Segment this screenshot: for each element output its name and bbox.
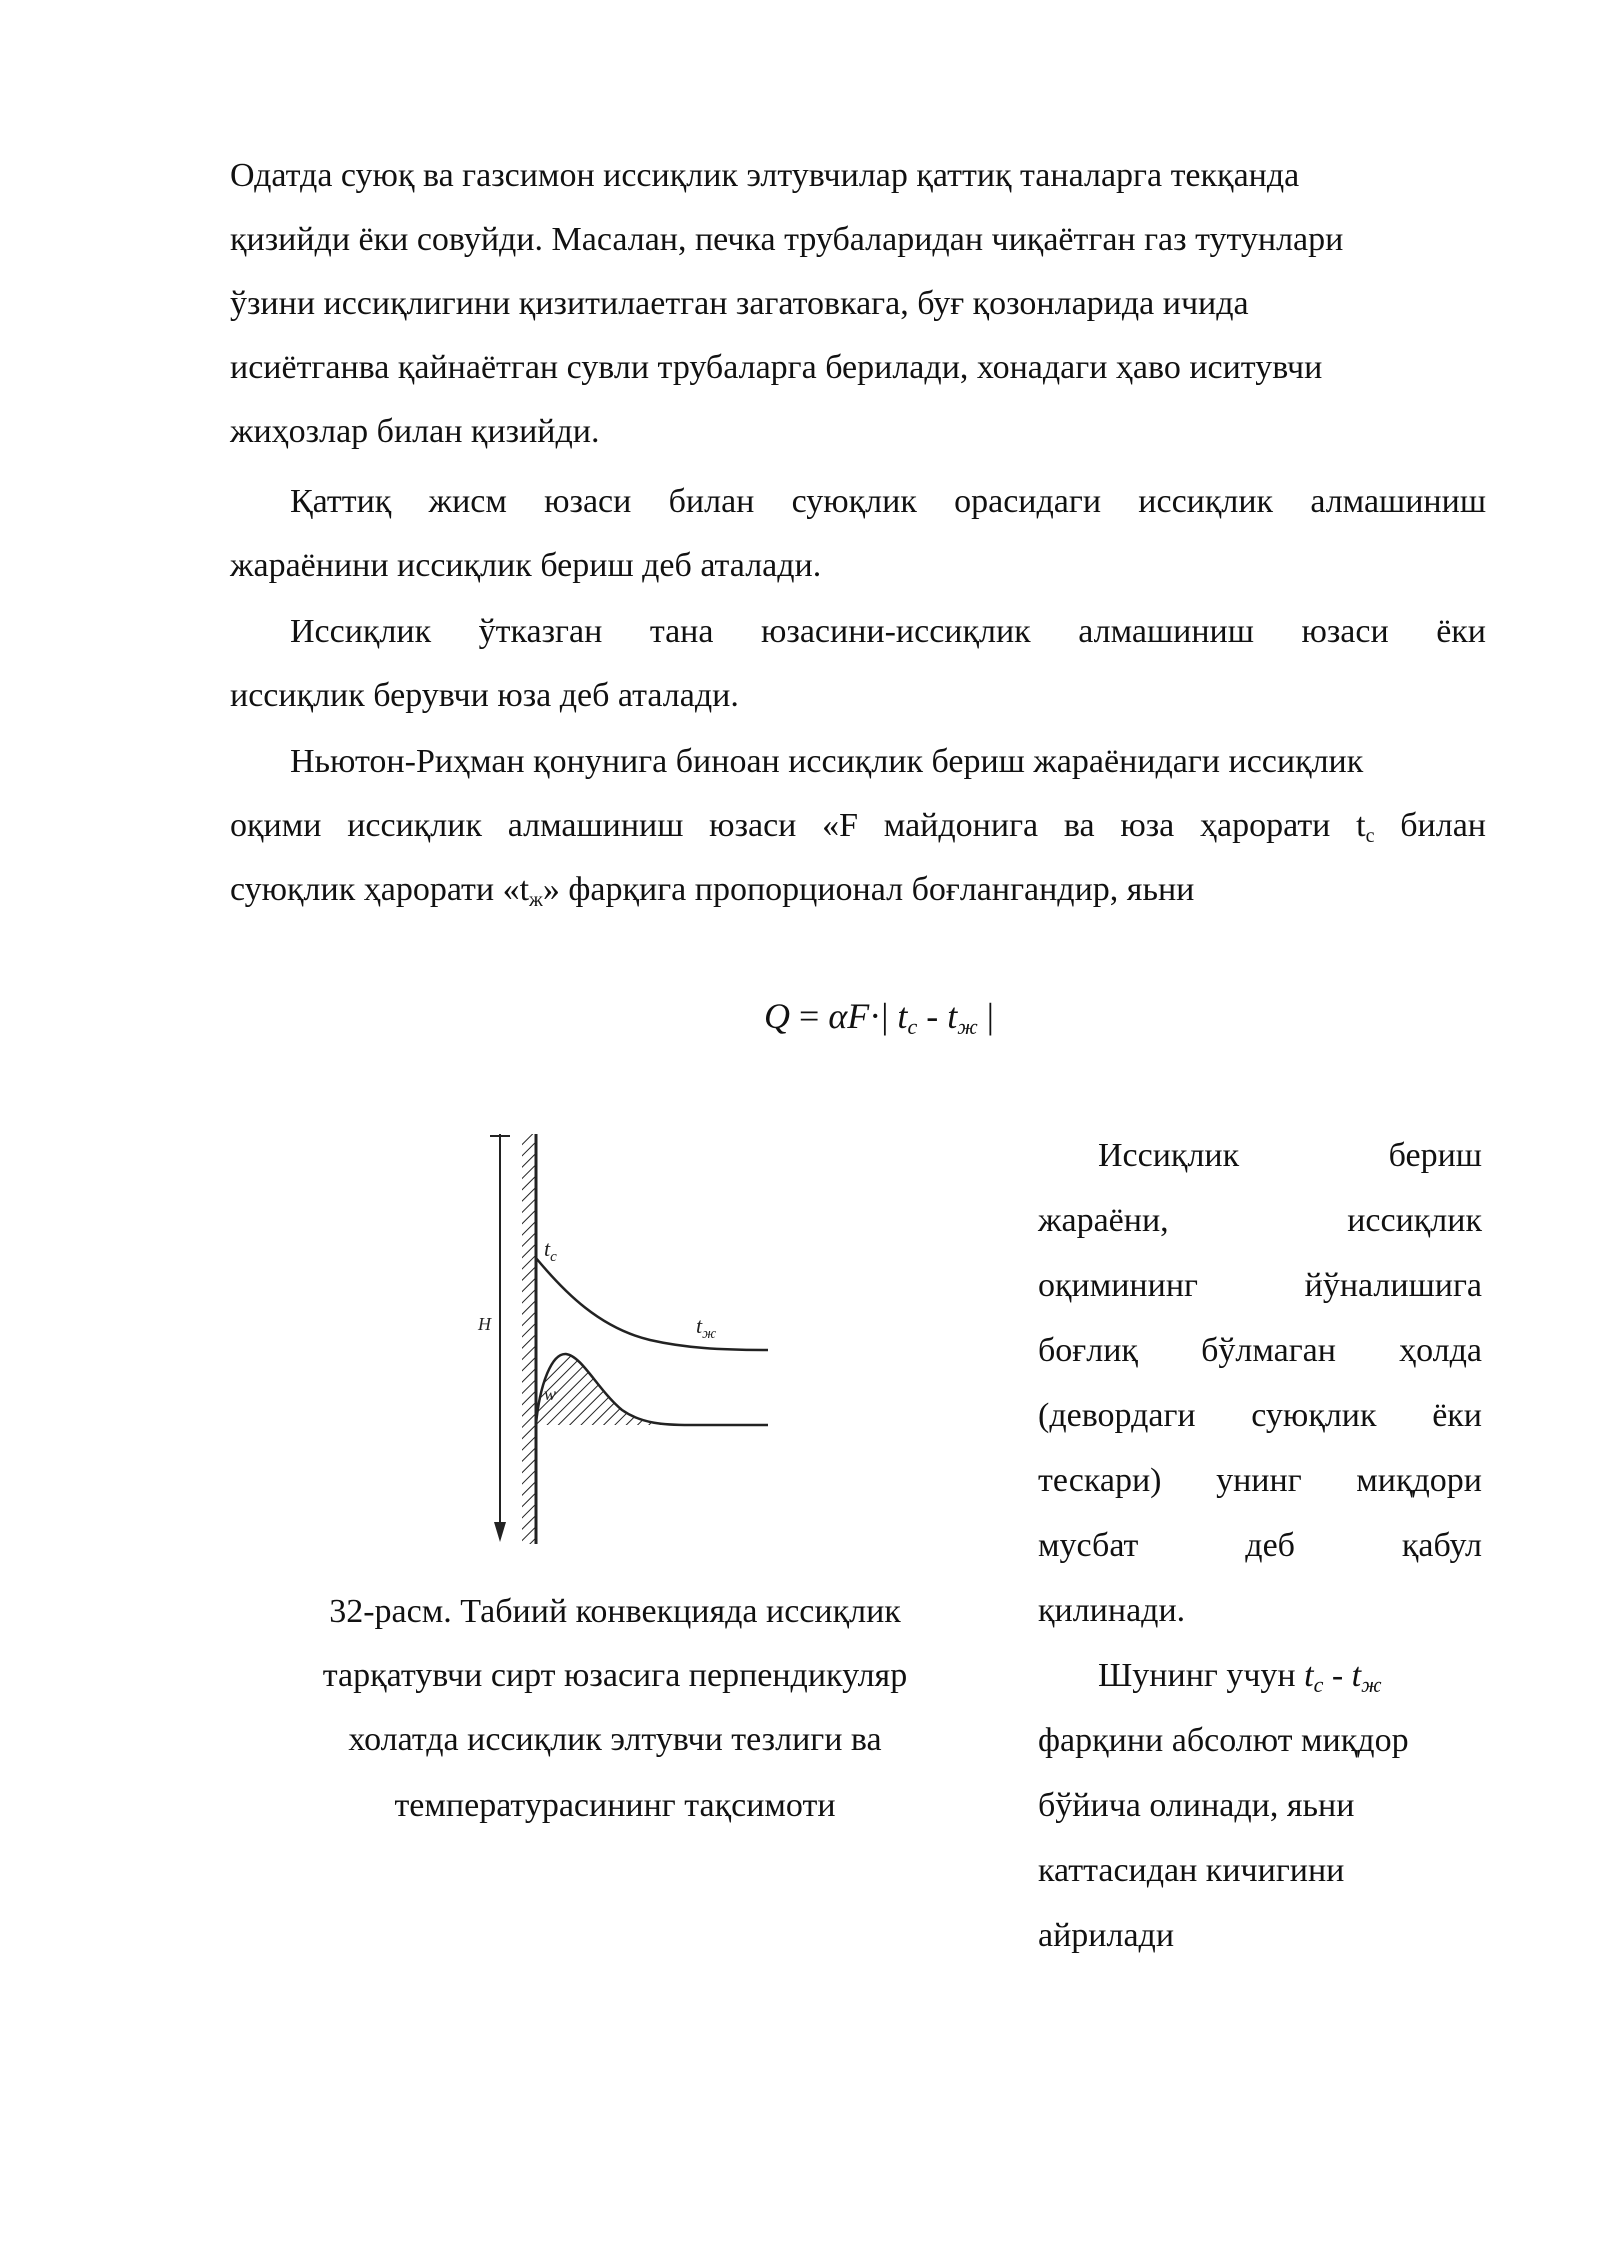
p4-line-3-a: суюқлик ҳарорати «t [230,871,530,908]
side-line-4-w1: боғлиқ [1038,1332,1138,1369]
side-line-5-w3: ёки [1432,1397,1482,1434]
label-tzh: $t_ж$ [696,1313,717,1342]
side-p2-line-2: фарқини абсолют миқдор [1038,1722,1409,1759]
formula-t1-sub: c [907,1014,918,1039]
velocity-profile-hatch [536,1354,690,1425]
formula-q: Q [764,996,790,1036]
side-p2-t1-sub: c [1313,1672,1324,1697]
p4-line-2-sub: с [1365,825,1375,847]
side-line-1-w1: Иссиқлик [1098,1137,1240,1174]
side-p2-minus: - [1323,1657,1352,1694]
formula-dot-bar: ·| [869,996,898,1036]
label-tc: $t_c$ [544,1236,557,1265]
p3-line-1: Иссиқлик ўтказган тана юзасини-иссиқлик алмашиниш юзаси ёки [290,613,1486,650]
side-line-4-w3: ҳолда [1399,1332,1482,1369]
side-line-2-w1: жараёни, [1038,1202,1169,1239]
formula-t1: t [897,996,908,1036]
p4-line-3-sub: ж [529,889,543,911]
caption-line-1: 32-расм. Табиий конвекцияда иссиқлик [329,1593,901,1630]
side-p2-line-4: каттасидан кичигини [1038,1852,1345,1889]
side-line-4 [1038,1331,1482,1371]
p4-line-2 [230,806,1486,856]
side-line-6-w2: унинг [1216,1462,1302,1499]
side-line-7-w2: деб [1245,1527,1295,1564]
formula-t2-sub: ж [957,1014,978,1039]
side-line-1 [1038,1136,1482,1176]
p2-line-2: жараёнини иссиқлик бериш деб аталади. [230,547,822,584]
p4-line-1: Ньютон-Риҳман қонунига биноан иссиқлик бериш жараёнидаги иссиқлик [290,743,1364,780]
caption-line-4: температурасининг тақсимоти [394,1787,836,1824]
p4-line-3-b: » фарқига пропорционал боғлангандир, яьни [542,871,1195,908]
formula-f: F [847,996,870,1036]
convection-diagram [470,1128,770,1548]
side-p2-line-1 [1038,1656,1542,1705]
side-line-5-w2: суюқлик [1251,1397,1377,1434]
newton-richmann-formula [764,994,994,1049]
side-line-8: қилинади. [1038,1592,1186,1629]
caption-line-3: холатда иссиқлик элтувчи тезлиги ва [348,1721,882,1758]
caption-line-2: тарқатувчи сирт юзасига перпендикуляр [322,1657,908,1694]
p1-line-2: қизийди ёки совуйди. Масалан, печка трубаларидан чиқаётган газ тутунлари [230,221,1344,258]
side-p2-line-5: айрилади [1038,1917,1175,1954]
side-p2-prefix: Шунинг учун [1098,1657,1305,1694]
p4-line-2-b: билан [1374,807,1486,844]
side-line-1-w2: бериш [1388,1137,1482,1174]
side-line-3 [1038,1266,1482,1306]
side-line-6 [1038,1461,1482,1501]
temperature-curve [536,1258,768,1350]
p3-line-2: иссиқлик берувчи юза деб аталади. [230,677,739,714]
p4-line-3 [230,870,1194,920]
side-line-2 [1038,1201,1482,1241]
side-line-3-w2: йўналишига [1304,1267,1482,1304]
side-p2-t2-sub: ж [1361,1672,1382,1697]
wall-hatching [522,1134,536,1544]
side-line-5-w1: (девордаги [1038,1397,1196,1434]
side-line-4-w2: бўлмаган [1201,1332,1336,1369]
side-line-5 [1038,1396,1482,1436]
formula-eq: = [790,996,829,1036]
convection-figure [470,1128,770,1548]
label-w: w [544,1384,557,1404]
side-line-2-w2: иссиқлик [1347,1202,1482,1239]
p1-line-3: ўзини иссиқлигини қизитилаетган загатовкага, буғ қозонларида ичида [230,285,1249,322]
formula-t2: t [947,996,958,1036]
p1-line-1 [230,156,1420,196]
side-line-6-w1: тескари) [1038,1462,1162,1499]
side-p2-line-3: бўйича олинади, яьни [1038,1787,1355,1824]
p1-line-5: жиҳозлар билан қизийди. [230,413,600,450]
formula-end-bar: | [977,996,994,1036]
label-h: H [478,1314,491,1334]
side-line-7-w3: қабул [1401,1527,1482,1564]
p2-line-1: Қаттиқ жисм юзаси билан суюқлик орасидаги иссиқлик алмашиниш [290,483,1486,520]
side-p2-t2: t [1351,1657,1362,1694]
side-line-3-w1: оқимининг [1038,1267,1198,1304]
side-line-7 [1038,1526,1482,1566]
p1-line-4: исиётганва қайнаётган сувли трубаларга берилади, хонадаги ҳаво иситувчи [230,349,1323,386]
p1-line-1-text: Одатда суюқ ва газсимон иссиқлик элтувчилар қаттиқ таналарга текқанда [230,157,1300,194]
p4-line-2-a: оқими иссиқлик алмашиниш юзаси «F майдонига ва юза ҳарорати t [230,807,1366,844]
height-axis-arrow-icon [494,1522,506,1542]
side-line-6-w3: миқдори [1356,1462,1482,1499]
side-p2-t1: t [1304,1657,1314,1694]
side-line-7-w1: мусбат [1038,1527,1139,1564]
formula-alpha: α [828,996,848,1036]
formula-minus: - [917,996,948,1036]
